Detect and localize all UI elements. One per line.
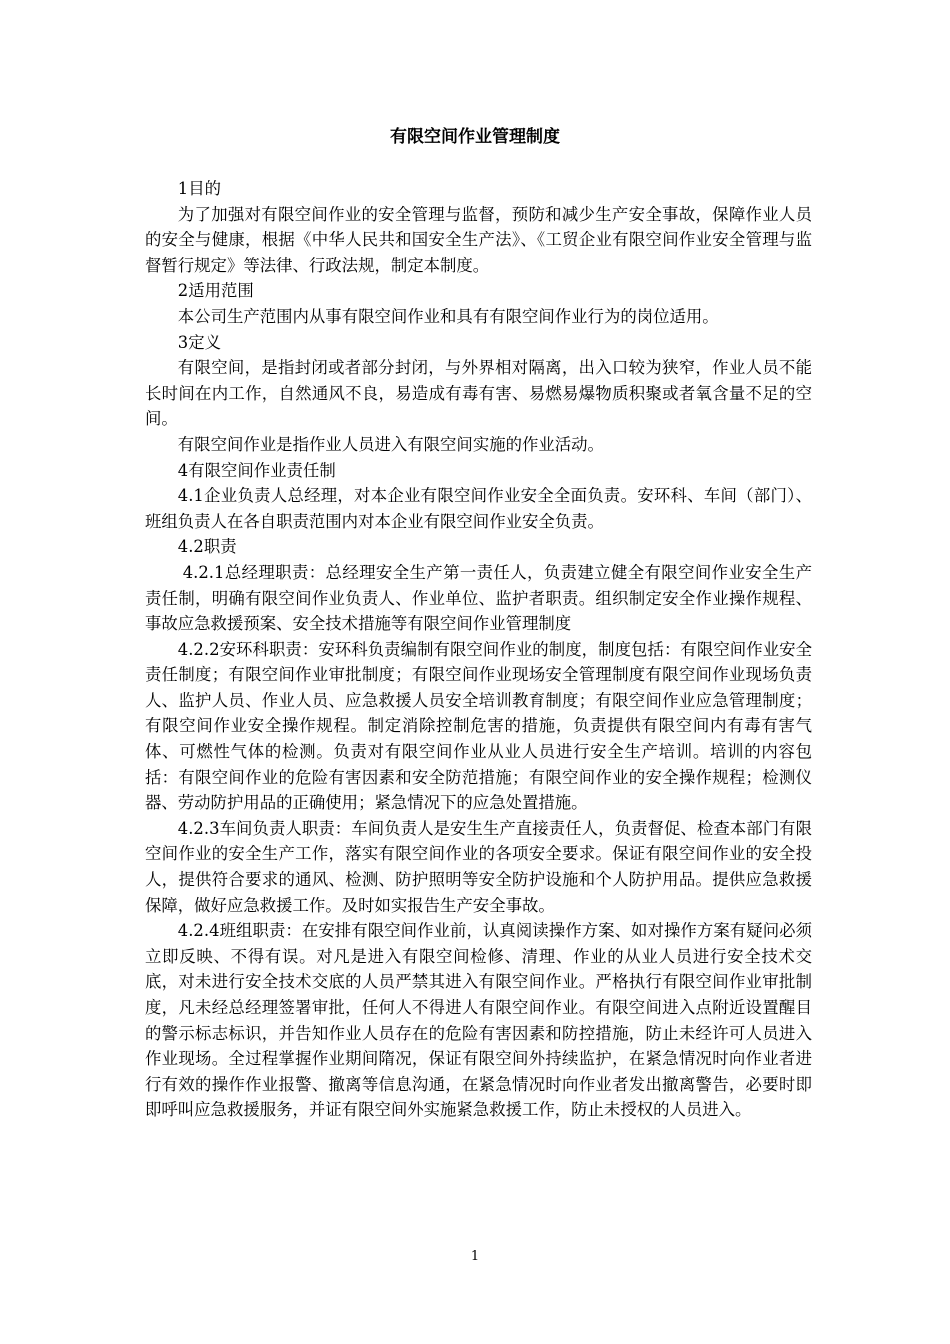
paragraph-4-1: 4.1企业负责人总经理，对本企业有限空间作业安全全面负责。安环科、车间（部门）、班组负责人在各自职责范围内对本企业有限空间作业安全负责。 <box>145 486 812 531</box>
section-heading-scope: 2适用范围 <box>177 281 254 301</box>
paragraph-4-2-2: 4.2.2安环科职责：安环科负责编制有限空间作业的制度，制度包括：有限空间作业安全责任制度；有限空间作业审批制度；有限空间作业现场安全管理制度有限空间作业现场负责人、监护人员、作业人员、应急救援人员安全培训教育制度；有限空间作业应急管理制度；有限空间作业安全操作规程。制定消除控制危害的措施，负责提供有限空间内有毒有害气体、可燃性气体的检测。负责对有限空间作业从业人员进行安全生产培训。培训的内容包括：有限空间作业的危险有害因素和安全防范措施；有限空间作业的安全操作规程；检测仪器、劳动防护用品的正确使用；紧急情况下的应急处置措施。 <box>145 639 812 813</box>
document-title: 有限空间作业管理制度 <box>390 127 560 147</box>
paragraph-definition: 有限空间，是指封闭或者部分封闭，与外界相对隔离，出入口较为狭窄，作业人员不能长时间在内工作，自然通风不良，易造成有毒有害、易燃易爆物质积聚或者氧含量不足的空间。 <box>145 358 812 429</box>
paragraph-4-2-1: 4.2.1总经理职责：总经理安全生产第一责任人，负责建立健全有限空间作业安全生产责任制，明确有限空间作业负责人、作业单位、监护者职责。组织制定安全作业操作规程、事故应急救援预案、安全技术措施等有限空间作业管理制度 <box>145 562 812 634</box>
paragraph-4-2-3: 4.2.3车间负责人职责：车间负责人是安生生产直接责任人，负责督促、检查本部门有限空间作业的安全生产工作，落实有限空间作业的各项安全要求。保证有限空间作业的安全投人，提供符合要求的通风、检测、防护照明等安全防护设施和个人防护用品。提供应急救援保障，做好应急救援工作。及时如实报告生产安全事故。 <box>145 818 812 915</box>
section-heading-responsibility: 4有限空间作业责任制 <box>177 460 336 480</box>
page-number: 1 <box>470 1249 480 1264</box>
paragraph-purpose: 为了加强对有限空间作业的安全管理与监督，预防和减少生产安全事故，保障作业人员的安全与健康，根据《中华人民共和国安全生产法》、《工贸企业有限空间作业安全管理与监督暂行规定》等法律、行政法规，制定本制度。 <box>145 204 812 275</box>
section-heading-purpose: 1目的 <box>177 179 222 198</box>
paragraph-definition-work: 有限空间作业是指作业人员进入有限空间实施的作业活动。 <box>177 434 604 454</box>
paragraph-4-2-4: 4.2.4班组职责：在安排有限空间作业前，认真阅读操作方案、如对操作方案有疑问必须立即反映、不得有误。对凡是进入有限空间检修、清理、作业的从业人员进行安全技术交底，对未进行安全技术交底的人员严禁其进入有限空间作业。严格执行有限空间作业审批制度，凡未经总经理签署审批，任何人不得进人有限空间作业。有限空间进入点附近设置醒目的警示标志标识，并告知作业人员存在的危险有害因素和防控措施，防止未经许可人员进入作业现场。全过程掌握作业期间隋况，保证有限空间外持续监护，在紧急情况时向作业者进行有效的操作作业报警、撤离等信息沟通，在紧急情况时向作业者发出撤离警告，必要时即即呼叫应急救援服务，并证有限空间外实施紧急救援工作，防止未授权的人员进入。 <box>145 921 812 1120</box>
section-heading-duties: 4.2职责 <box>177 537 237 557</box>
paragraph-scope: 本公司生产范围内从事有限空间作业和具有有限空间作业行为的岗位适用。 <box>177 306 719 326</box>
section-heading-definition: 3定义 <box>177 332 222 352</box>
document-body <box>145 176 812 1123</box>
